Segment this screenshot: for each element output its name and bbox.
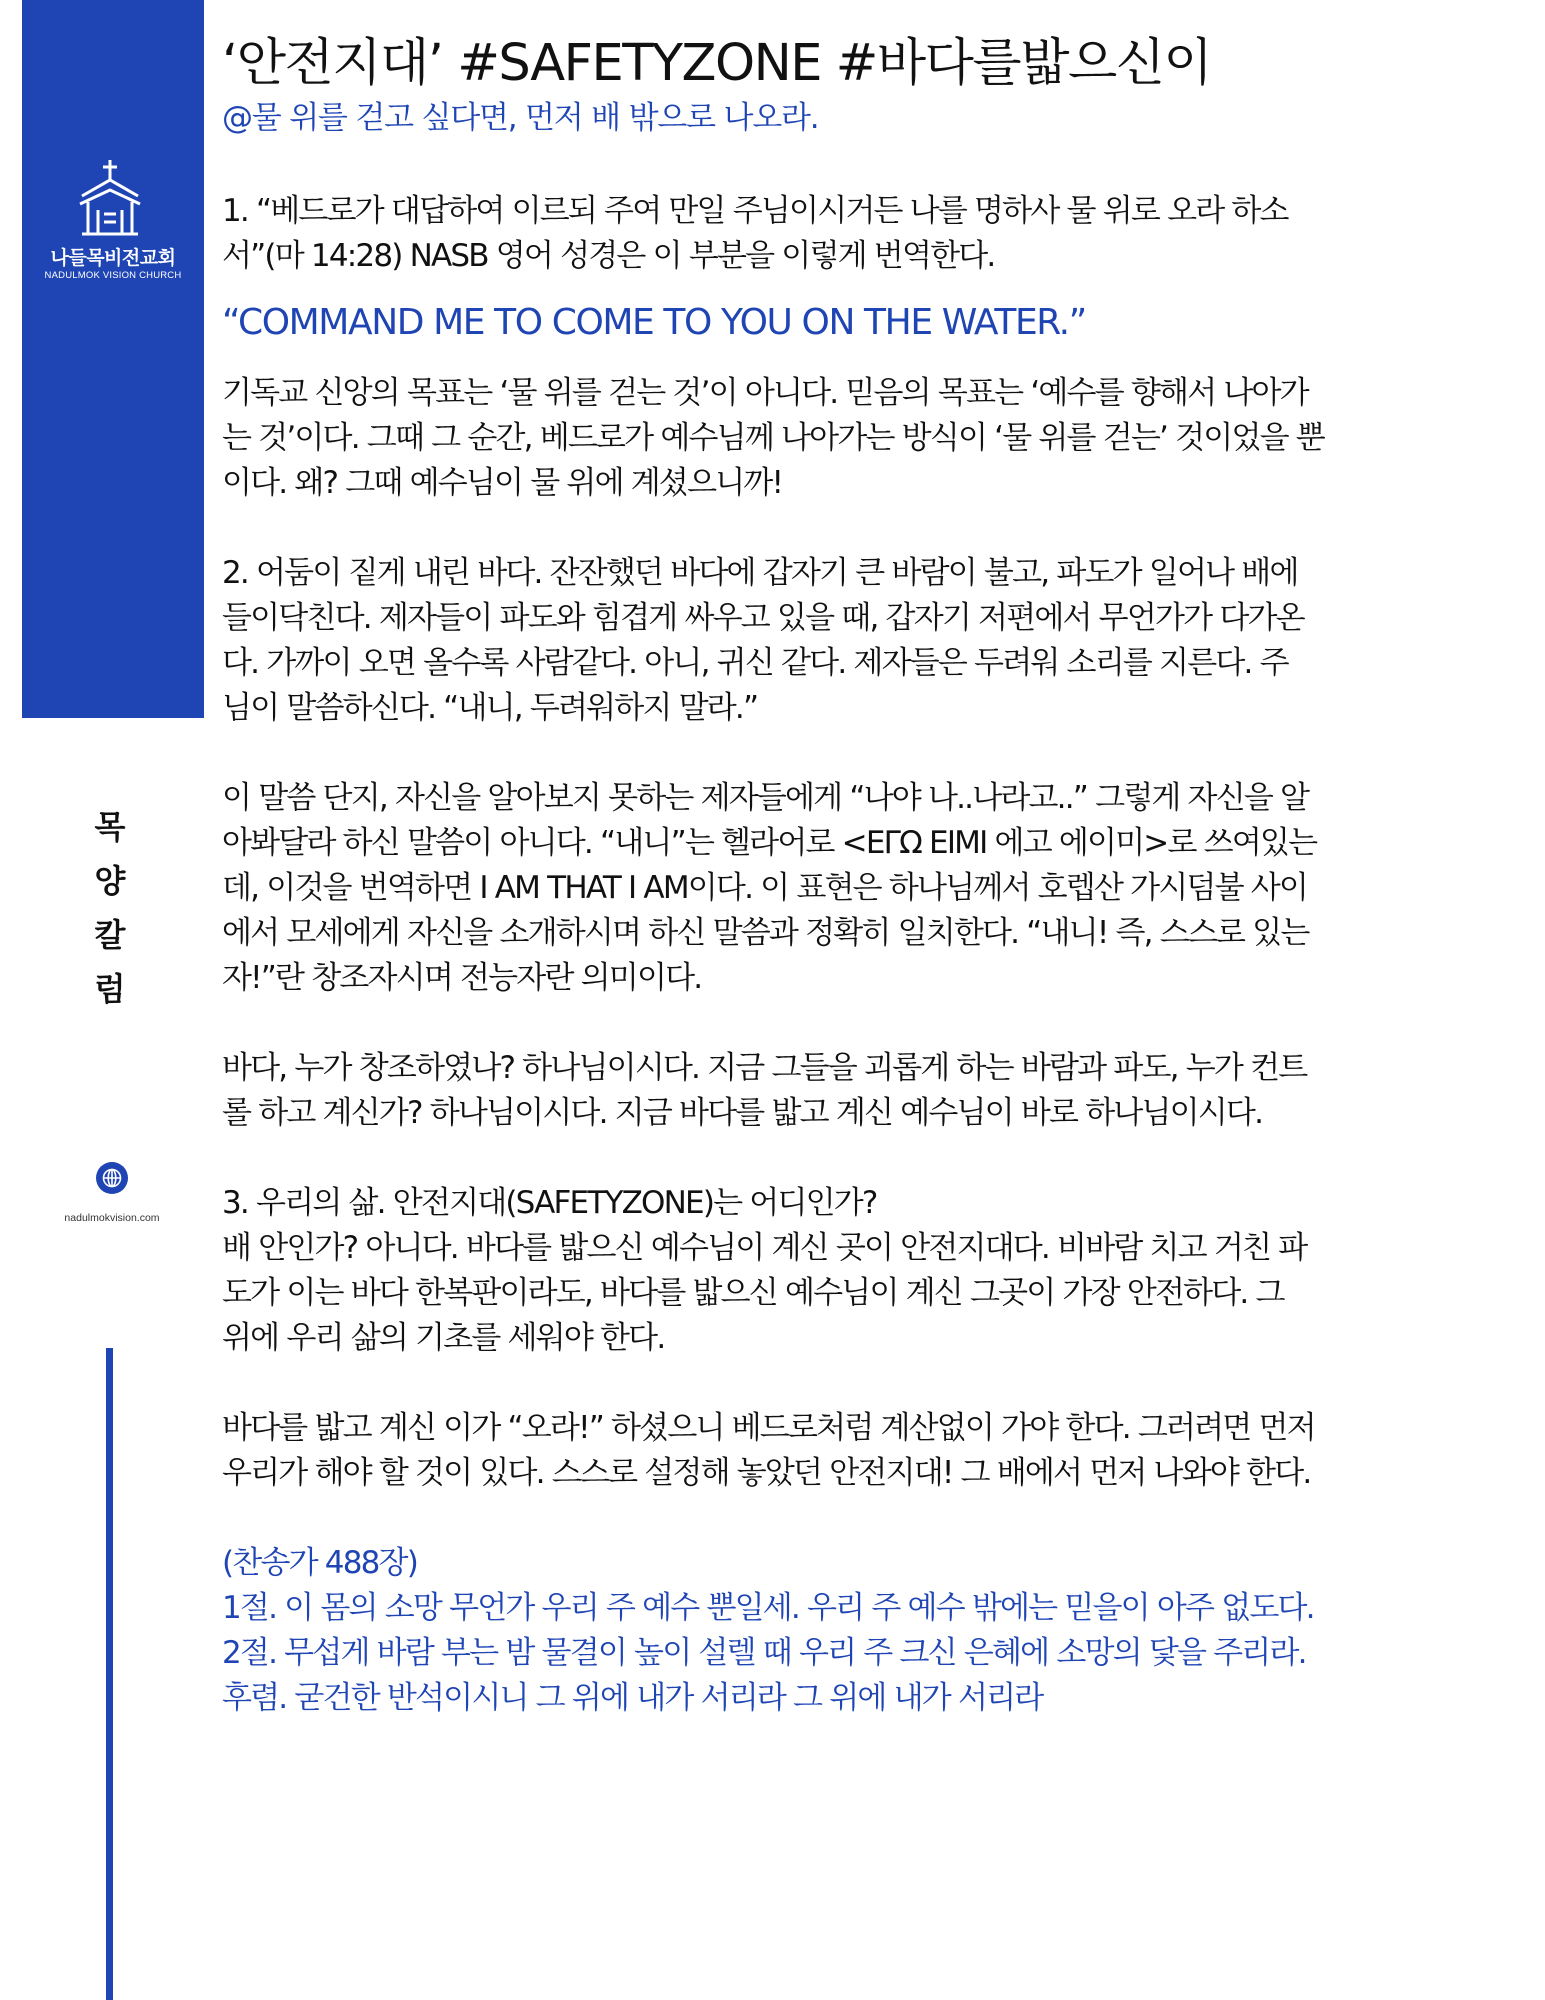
- hymn-title: (찬송가 488장): [222, 1545, 417, 1581]
- text-line: 3. 우리의 삶. 안전지대(SAFETYZONE)는 어디인가?: [222, 1185, 877, 1221]
- paragraph-2: [222, 371, 1512, 506]
- column-label-char: 럼: [94, 970, 126, 1008]
- text-line: 기독교 신앙의 목표는 ‘물 위를 걷는 것’이 아니다. 믿음의 목표는 ‘예수를 향해서 나아가: [222, 375, 1308, 411]
- text-line: 는 것’이다. 그때 그 순간, 베드로가 예수님께 나아가는 방식이 ‘물 위를 걷는’ 것이었을 뿐: [222, 420, 1324, 456]
- hymn-verse: 2절. 무섭게 바람 부는 밤 물결이 높이 설렐 때 우리 주 크신 은혜에 소망의 닻을 주리라.: [222, 1635, 1306, 1671]
- paragraph-5: [222, 1046, 1512, 1136]
- column-label-char: 양: [94, 862, 126, 900]
- article: [222, 34, 1512, 1721]
- column-label: [80, 800, 140, 1016]
- hymn-block: [222, 1541, 1512, 1721]
- column-label-char: 칼: [94, 916, 126, 954]
- paragraph-3: [222, 551, 1512, 731]
- text-line: 위에 우리 삶의 기초를 세워야 한다.: [222, 1320, 665, 1356]
- text-line: 아봐달라 하신 말씀이 아니다. “내니”는 헬라어로 <ΕΓΩ ΕΙΜΙ 에고 에이미>로 쓰여있는: [222, 825, 1317, 861]
- text-line: 자!”란 창조자시며 전능자란 의미이다.: [222, 960, 702, 996]
- website-link[interactable]: nadulmokvision.com: [64, 1212, 160, 1224]
- column-label-char: 목: [94, 808, 126, 846]
- text-line: 롤 하고 계신가? 하나님이시다. 지금 바다를 밟고 계신 예수님이 바로 하나님이시다.: [222, 1095, 1263, 1131]
- paragraph-7: [222, 1406, 1512, 1496]
- church-logo-icon: [76, 158, 144, 236]
- paragraph-6: [222, 1181, 1512, 1361]
- text-line: 이다. 왜? 그때 예수님이 물 위에 계셨으니까!: [222, 465, 783, 501]
- page-subtitle: @물 위를 걷고 싶다면, 먼저 배 밖으로 나오라.: [222, 100, 819, 136]
- hymn-verse: 1절. 이 몸의 소망 무언가 우리 주 예수 뿐일세. 우리 주 예수 밖에는 믿을이 아주 없도다.: [222, 1590, 1314, 1626]
- text-line: 바다, 누가 창조하였나? 하나님이시다. 지금 그들을 괴롭게 하는 바람과 파도, 누가 컨트: [222, 1050, 1307, 1086]
- text-line: 2. 어둠이 짙게 내린 바다. 잔잔했던 바다에 갑자기 큰 바람이 불고, 파도가 일어나 배에: [222, 555, 1298, 591]
- text-line: 1. “베드로가 대답하여 이르되 주여 만일 주님이시거든 나를 명하사 물 위로 오라 하소: [222, 193, 1288, 229]
- text-line: 들이닥친다. 제자들이 파도와 힘겹게 싸우고 있을 때, 갑자기 저편에서 무언가가 다가온: [222, 600, 1304, 636]
- globe-icon: [96, 1162, 128, 1194]
- text-line: 서”(마 14:28) NASB 영어 성경은 이 부분을 이렇게 번역한다.: [222, 238, 995, 274]
- church-name: 나들목비전교회: [50, 247, 176, 269]
- text-line: 데, 이것을 번역하면 I AM THAT I AM이다. 이 표현은 하나님께서 호렙산 가시덤불 사이: [222, 870, 1308, 906]
- text-line: 우리가 해야 할 것이 있다. 스스로 설정해 놓았던 안전지대! 그 배에서 먼저 나와야 한다.: [222, 1455, 1311, 1491]
- scripture-quote: “COMMAND ME TO COME TO YOU ON THE WATER.”: [222, 302, 1086, 343]
- hymn-chorus: 후렴. 굳건한 반석이시니 그 위에 내가 서리라 그 위에 내가 서리라: [222, 1680, 1043, 1716]
- text-line: 배 안인가? 아니다. 바다를 밟으신 예수님이 계신 곳이 안전지대다. 비바람 치고 거친 파: [222, 1230, 1307, 1266]
- text-line: 다. 가까이 오면 올수록 사람같다. 아니, 귀신 같다. 제자들은 두려워 소리를 지른다. 주: [222, 645, 1288, 681]
- text-line: 에서 모세에게 자신을 소개하시며 하신 말씀과 정확히 일치한다. “내니! 즉, 스스로 있는: [222, 915, 1309, 951]
- page-title: ‘안전지대’ #SAFETYZONE #바다를밟으신이: [222, 34, 1212, 93]
- sidebar-rule: [106, 1348, 113, 2000]
- text-line: 바다를 밟고 계신 이가 “오라!” 하셨으니 베드로처럼 계산없이 가야 한다. 그러려면 먼저: [222, 1410, 1315, 1446]
- paragraph-1: [222, 189, 1512, 279]
- text-line: 이 말씀 단지, 자신을 알아보지 못하는 제자들에게 “나야 나..나라고..” 그렇게 자신을 알: [222, 780, 1309, 816]
- paragraph-4: [222, 776, 1512, 1001]
- text-line: 도가 이는 바다 한복판이라도, 바다를 밟으신 예수님이 계신 그곳이 가장 안전하다. 그: [222, 1275, 1284, 1311]
- text-line: 님이 말씀하신다. “내니, 두려워하지 말라.”: [222, 690, 758, 726]
- church-name-english: NADULMOK VISION CHURCH: [44, 270, 182, 281]
- sidebar-band: [22, 0, 204, 718]
